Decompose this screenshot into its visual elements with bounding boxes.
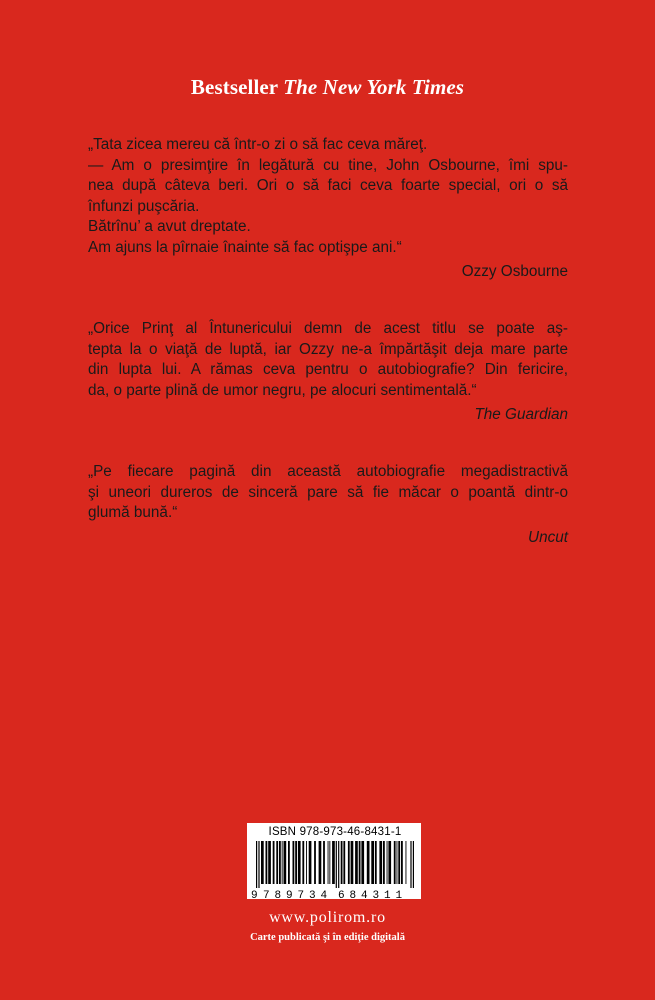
barcode-digit: 1	[395, 890, 403, 900]
barcode-digit: 8	[349, 890, 357, 900]
barcode-bar	[387, 841, 388, 884]
barcode-digit: 1	[384, 890, 391, 900]
barcode-digit: 7	[297, 890, 305, 900]
barcode-bar	[276, 841, 278, 884]
barcode-bar	[413, 841, 414, 888]
barcode-bar	[282, 841, 283, 884]
quote-line: „Pe fiecare pagină din această autobiografie megadistractivă	[88, 463, 568, 480]
quote-guardian	[88, 319, 568, 426]
barcode-bar	[258, 841, 259, 888]
barcode-bar	[268, 841, 271, 884]
barcode-bar	[379, 841, 382, 884]
barcode-digit: 8	[274, 890, 282, 900]
quote-attribution: Ozzy Osbourne	[461, 263, 568, 280]
barcode-bar	[302, 841, 304, 884]
barcode-bar	[401, 841, 403, 884]
barcode-bar	[284, 841, 287, 884]
header-newspaper: The New York Times	[283, 75, 465, 99]
barcode-bar	[341, 841, 343, 884]
barcode-bar	[279, 841, 281, 884]
barcode-bar	[319, 841, 322, 884]
quote-attribution: The Guardian	[474, 406, 568, 423]
quote-line: „Orice Prinţ al Întunericului demn de acest titlu se poate aş-	[88, 320, 568, 337]
quote-line: glumă bună.“	[88, 504, 178, 521]
barcode-digit: 9	[251, 890, 258, 900]
barcode-bar	[261, 841, 264, 884]
barcode-bar	[288, 841, 290, 884]
barcode-bar	[336, 841, 337, 888]
quote-line: da, o parte plină de umor negru, pe alocuri sentimentală.“	[88, 381, 477, 399]
barcode-bar	[266, 841, 268, 884]
barcode-digit: 7	[263, 890, 270, 900]
barcode-bar	[273, 841, 275, 884]
barcode-bar	[256, 841, 257, 888]
barcode-bar	[343, 841, 345, 884]
barcode-bar	[410, 841, 411, 888]
barcode-bar	[328, 841, 329, 884]
barcode-bar	[314, 841, 316, 884]
barcode-bar	[295, 841, 297, 884]
barcode-bar	[323, 841, 325, 884]
quote-line: şi uneori dureros de sinceră pare să fie măcar o poantă dintr-o	[88, 483, 568, 501]
edition-note: Carte publicată şi în ediţie digitală	[250, 932, 405, 943]
quote-line: Am ajuns la pîrnaie înainte să fac optişpe ani.“	[88, 238, 402, 256]
barcode-bar	[293, 841, 295, 884]
barcode-bar	[406, 841, 407, 884]
barcode-icon	[248, 824, 422, 900]
barcode-bar	[398, 841, 400, 884]
barcode-bar	[359, 841, 361, 884]
barcode-bar	[375, 841, 377, 884]
quote-line: nea după câteva beri. Ori o să faci ceva foarte special, ori o să	[88, 177, 568, 194]
barcode-digit: 4	[361, 890, 368, 900]
barcode-bar	[329, 841, 330, 884]
barcode-digit: 6	[338, 890, 345, 900]
quote-line: înfunzi puşcăria.	[88, 197, 200, 215]
quote-line: din lupta lui. A rămas ceva pentru o autobiografie? Din fericire,	[88, 361, 568, 378]
barcode-digit: 3	[309, 890, 316, 900]
publisher-website: www.polirom.ro	[269, 909, 386, 926]
quote-ozzy	[88, 135, 568, 283]
barcode-bar	[397, 841, 398, 884]
barcode-bar	[332, 841, 335, 884]
book-header	[0, 75, 655, 100]
header-prefix: Bestseller	[190, 75, 284, 99]
quote-line: tepta la o viaţă de luptă, iar Ozzy ne-a împărtăşit deja mare parte	[88, 340, 568, 358]
barcode-bar	[383, 841, 385, 884]
barcode-bar	[348, 841, 350, 884]
barcode-digit: 3	[372, 890, 380, 900]
barcode-digit: 9	[286, 890, 293, 900]
quote-line: „Tata zicea mereu că într-o zi o să fac ceva măreţ.	[88, 136, 428, 153]
barcode-bar	[367, 841, 370, 884]
barcode-bar	[394, 841, 396, 884]
barcode-bar	[338, 841, 339, 888]
barcode-bar	[306, 841, 307, 884]
barcode-bar	[355, 841, 358, 884]
barcode-bar	[351, 841, 354, 884]
barcode-digit: 4	[320, 890, 328, 900]
quote-line: — Am o presimţire în legătură cu tine, John Osbourne, îmi spu-	[88, 156, 568, 174]
barcode-bar	[388, 841, 391, 884]
barcode-bar	[371, 841, 374, 884]
quote-line: Bătrînu’ a avut dreptate.	[88, 218, 251, 235]
barcode-bar	[298, 841, 301, 884]
isbn-barcode	[247, 823, 421, 899]
quote-uncut	[88, 462, 568, 548]
isbn-label: ISBN 978-973-46-8431-1	[268, 826, 402, 838]
barcode-bar	[309, 841, 312, 884]
barcode-bar	[361, 841, 364, 884]
quote-attribution: Uncut	[528, 528, 568, 546]
